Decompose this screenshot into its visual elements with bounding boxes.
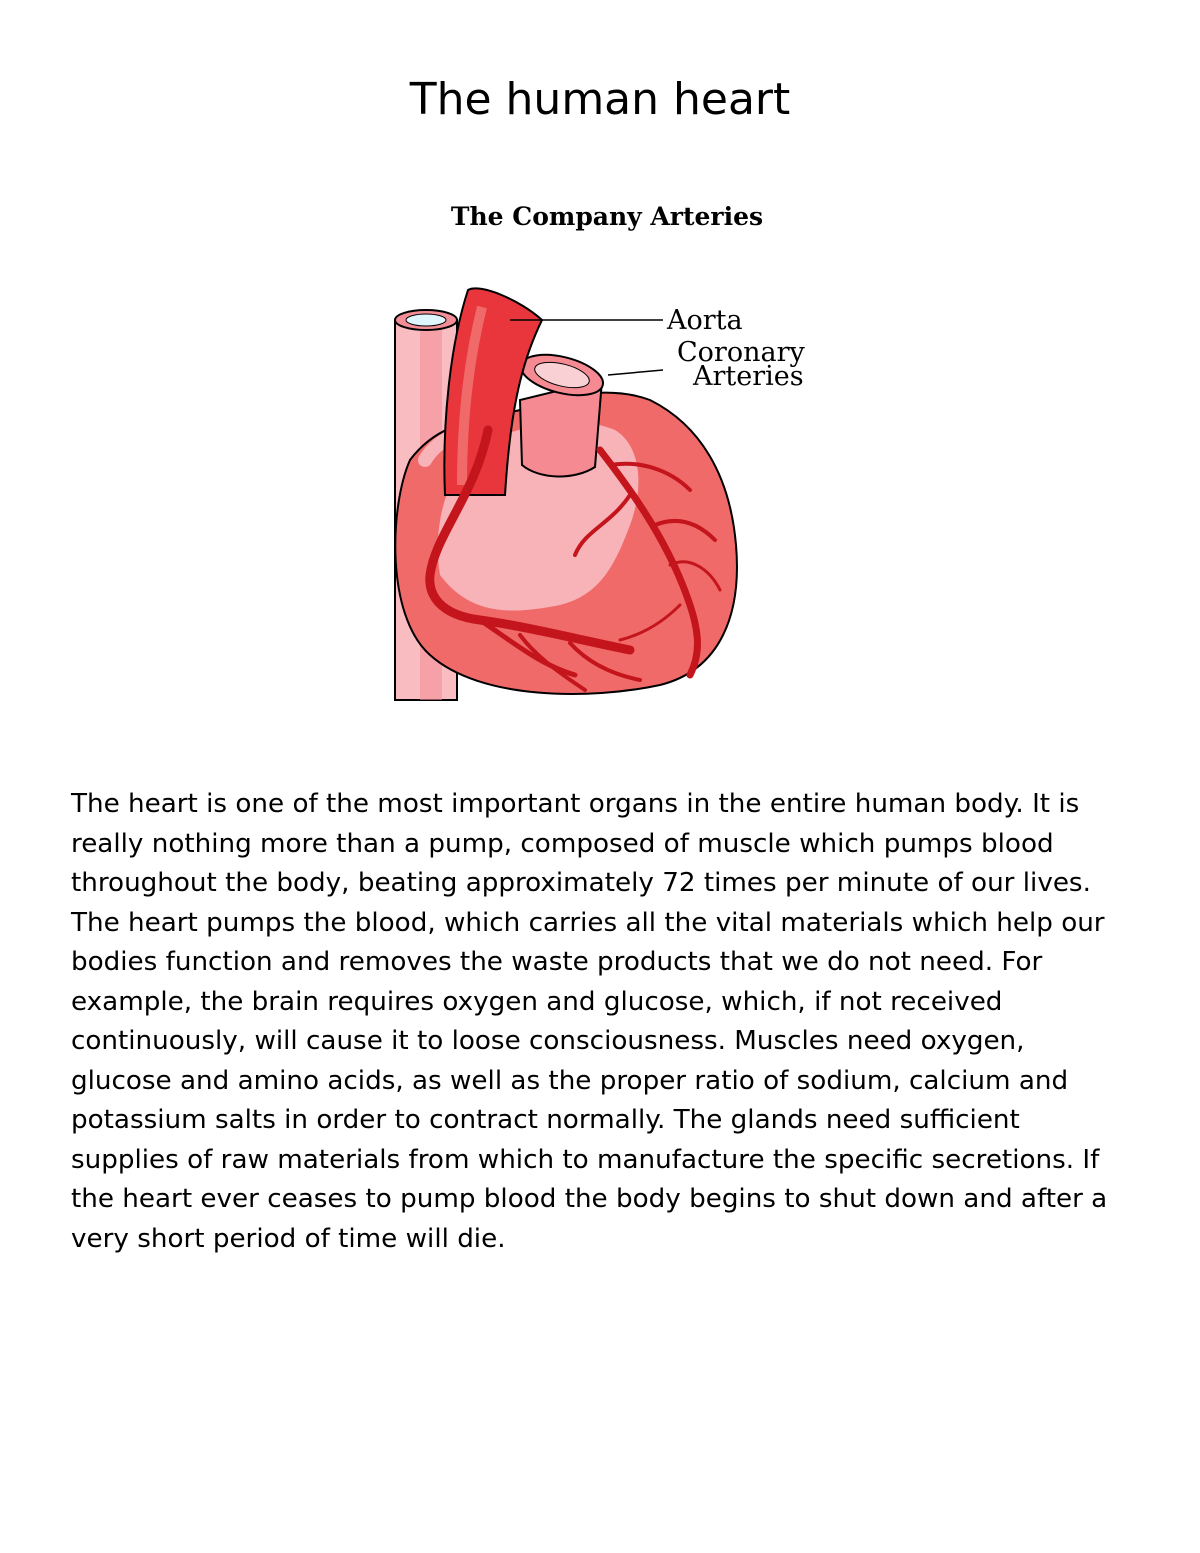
coronary-label-line1: Coronary (677, 337, 805, 368)
aorta-label: Aorta (667, 305, 743, 336)
heart-illustration (370, 195, 840, 715)
figure-title: The Company Arteries (450, 202, 764, 231)
page-title: The human heart (409, 74, 791, 125)
heart-diagram (370, 195, 840, 715)
body-paragraph: The heart is one of the most important organs in the entire human body. It is really nothing more than a pump, composed of muscle which pumps blood throughout the body, beating approximately 72 times per minute of our lives. The heart pumps the blood, which carries all the vital materials which help our bodies function and removes the waste products that we do not need. For example, the brain requires oxygen and glucose, which, if not received continuously, will cause it to loose consciousness. Muscles need oxygen, glucose and amino acids, as well as the proper ratio of sodium, calcium and potassium salts in order to contract normally. The glands need sufficient supplies of raw materials from which to manufacture the specific secretions. If the heart ever ceases to pump blood the body begins to shut down and after a very short period of time will die. (71, 789, 1108, 1254)
coronary-label-line2: Arteries (693, 361, 804, 392)
pulmonary-trunk (517, 347, 607, 476)
